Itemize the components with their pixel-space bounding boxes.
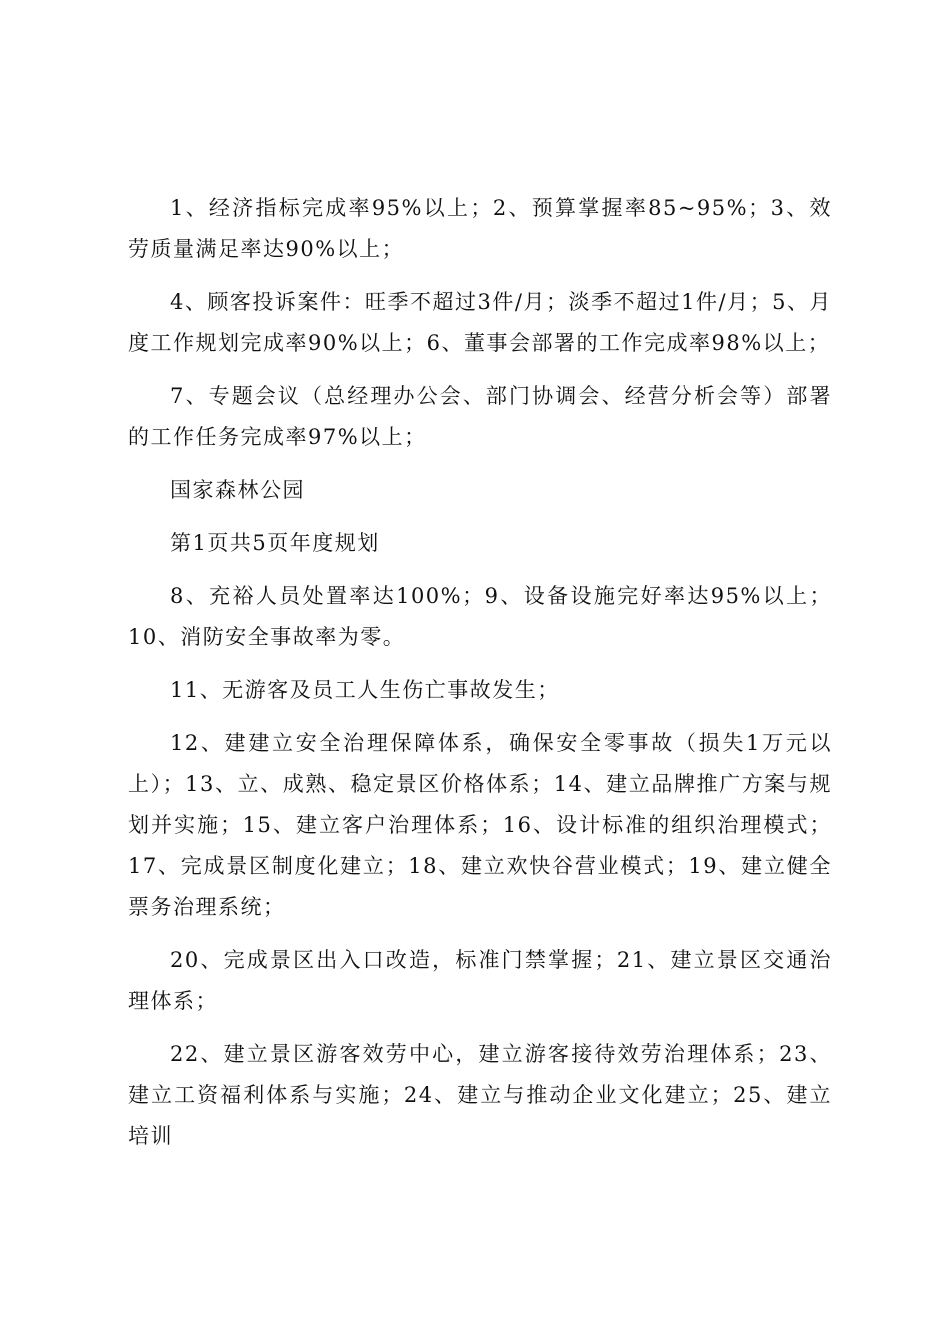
paragraph-6: 12、建建立安全治理保障体系，确保安全零事故（损失1万元以上）；13、立、成熟、稳定景区价格体系；14、建立品牌推广方案与规划并实施；15、建立客户治理体系；16、设计标准的组织治理模式；17、完成景区制度化建立；18、建立欢快谷营业模式；19、建立健全票务治理系统； <box>128 731 832 919</box>
park-name-line: 国家森林公园 <box>170 478 305 502</box>
paragraph-7: 20、完成景区出入口改造，标准门禁掌握；21、建立景区交通治理体系； <box>128 948 832 1013</box>
paragraph-5: 11、无游客及员工人生伤亡事故发生； <box>170 678 560 702</box>
paragraph-2: 4、顾客投诉案件：旺季不超过3件/月；淡季不超过1件/月；5、月度工作规划完成率90%以上；6、董事会部署的工作完成率98%以上； <box>128 290 832 355</box>
paragraph-3: 7、专题会议（总经理办公会、部门协调会、经营分析会等）部署的工作任务完成率97%以上； <box>128 384 832 449</box>
page-footer-line: 第1页共5页年度规划 <box>170 531 380 555</box>
paragraph-8: 22、建立景区游客效劳中心，建立游客接待效劳治理体系；23、建立工资福利体系与实施；24、建立与推动企业文化建立；25、建立培训 <box>128 1042 832 1148</box>
paragraph-1: 1、经济指标完成率95%以上；2、预算掌握率85~95%；3、效劳质量满足率达90%以上； <box>128 196 832 261</box>
paragraph-4: 8、充裕人员处置率达100%；9、设备设施完好率达95%以上；10、消防安全事故率为零。 <box>128 584 832 649</box>
document-page <box>128 188 832 1169</box>
